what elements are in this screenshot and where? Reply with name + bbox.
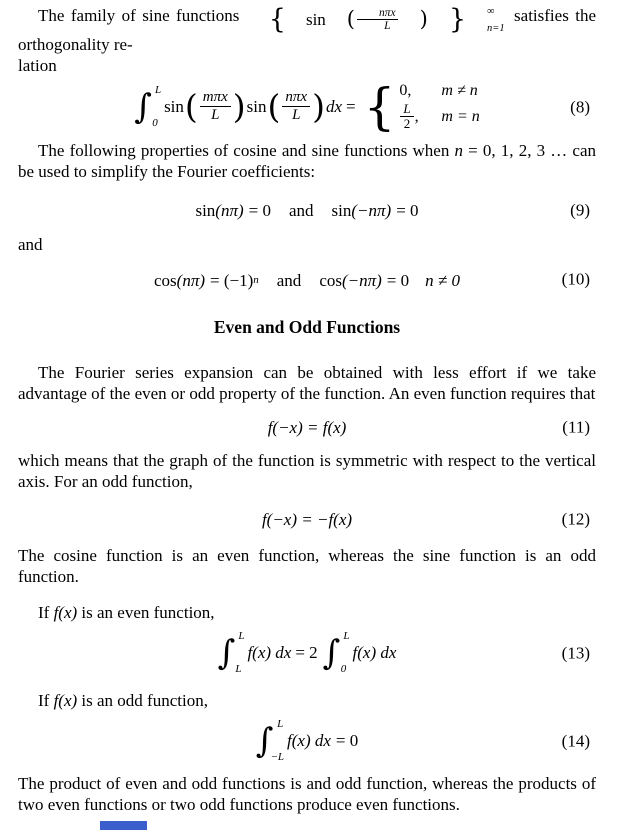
cos-operator: cos: [154, 270, 177, 290]
math-argument: (nπ): [215, 201, 244, 221]
equation-9-body: [195, 200, 418, 221]
exponent-n: n: [253, 273, 259, 286]
cos-operator: cos: [319, 270, 342, 290]
inline-fraction: [357, 7, 398, 33]
equation-12: [18, 507, 596, 530]
text-run: lation: [18, 55, 57, 75]
and-connector: and: [276, 270, 302, 290]
right-brace: }: [448, 4, 467, 35]
integral-sign: ∫: [322, 632, 341, 673]
equation-11: [18, 416, 596, 439]
text-run: The family of sine functions: [38, 6, 240, 25]
and-connector: and: [288, 201, 314, 221]
paragraph-if-even: [18, 602, 596, 623]
equals-zero: = 0: [396, 201, 419, 221]
fraction-numerator: L: [400, 102, 413, 117]
sin-operator: sin: [246, 97, 267, 116]
equation-12-body: f(−x) = −f(x): [261, 509, 353, 529]
integral-upper-limit: L: [238, 629, 245, 642]
equation-number: (9): [570, 200, 590, 220]
paragraph-symmetric: which means that the graph of the function is symmetric with respect to the vertical axis. For an odd function,: [18, 451, 596, 492]
text-run: can be used to simplify the Fourier coefficients:: [18, 140, 597, 181]
paragraph-products: The product of even and odd functions is and odd function, whereas the products of two even functions or two odd functions produce even functions.: [18, 773, 596, 814]
equation-13-body: [218, 631, 397, 675]
sin-operator: sin: [164, 97, 184, 116]
dx-differential: dx: [325, 97, 342, 116]
paragraph-intro: [18, 5, 596, 76]
sin-operator: sin: [305, 10, 326, 29]
equation-number: (10): [561, 269, 590, 289]
inline-math-sine-family: [249, 6, 505, 34]
fraction-npx-L: [282, 89, 310, 124]
sin-operator: sin: [331, 201, 352, 221]
integral-upper-limit: L: [154, 83, 162, 96]
integral-lower-limit: 0: [152, 116, 158, 129]
integrand: f(x) dx: [287, 731, 331, 751]
side-condition: n ≠ 0: [425, 270, 460, 290]
fraction-numerator: mπx: [200, 89, 231, 107]
footer-blue-marker: [100, 821, 147, 830]
case-value: 0,: [399, 82, 412, 99]
integral-upper-limit: L: [343, 629, 350, 642]
fraction-mpx-L: [200, 89, 231, 124]
integral-0-L: [134, 85, 161, 129]
equation-9: [18, 199, 596, 222]
integral-lower-limit: −L: [270, 750, 285, 763]
integral-upper-limit: L: [277, 717, 284, 730]
fraction-denominator: L: [384, 20, 391, 32]
integral-0-L: [323, 631, 350, 675]
equation-number: (12): [561, 509, 590, 529]
equals-expression: = (−1): [210, 270, 254, 290]
equals-zero: = 0: [386, 270, 410, 290]
left-paren: (: [267, 87, 281, 126]
math-var-n: n: [454, 140, 463, 160]
math-argument: (nπ): [176, 270, 206, 290]
limits-supsub: [467, 6, 505, 34]
fraction-denominator: L: [292, 107, 301, 123]
fraction-denominator: 2: [403, 116, 411, 131]
equals-zero: = 0: [248, 201, 271, 221]
equation-number: (11): [562, 417, 590, 437]
math-argument: (−nπ): [341, 270, 382, 290]
integral-lower-limit: L: [235, 662, 242, 675]
integral-L-L: [218, 631, 245, 675]
right-paren: ): [419, 7, 428, 31]
equals-two: = 2: [295, 643, 318, 663]
fraction-numerator: nπx: [282, 89, 310, 107]
math-argument: (−nπ): [351, 201, 392, 221]
left-paren: (: [346, 7, 355, 31]
paragraph-and: [18, 234, 596, 255]
text-run: and: [18, 235, 43, 255]
equation-8-body: [134, 77, 480, 136]
text-run: The following properties of cosine and sine functions when: [38, 140, 450, 160]
fraction-denominator: L: [211, 107, 220, 123]
integral-sign: ∫: [134, 86, 152, 127]
paragraph-if-odd: [18, 690, 596, 711]
text-run: is an even function,: [81, 602, 215, 622]
right-paren: ): [312, 87, 325, 126]
left-brace: {: [268, 4, 286, 35]
fraction-numerator: nπx: [357, 7, 398, 21]
equals-zero: = 0: [335, 731, 359, 751]
cases-block: [399, 82, 479, 131]
case-condition: m ≠ n: [441, 82, 478, 99]
equals-sign: =: [346, 97, 356, 116]
integral-lower-limit: 0: [340, 662, 347, 675]
section-heading: Even and Odd Functions: [213, 316, 401, 337]
equation-number: (14): [561, 731, 590, 751]
cases-brace: {: [363, 77, 396, 136]
integrand: f(x) dx: [247, 643, 292, 663]
subscript-n1: n=1: [487, 22, 505, 34]
paragraph-cosine-even: The cosine function is an even function, whereas the sine function is an odd function.: [18, 545, 596, 586]
superscript-infinity: ∞: [487, 5, 495, 17]
equation-8: [18, 77, 596, 136]
equation-14-body: [256, 719, 359, 763]
equation-number: (13): [561, 643, 590, 663]
text-run: If: [38, 690, 50, 710]
case-condition: m = n: [441, 107, 480, 125]
integrand: f(x) dx: [352, 643, 397, 663]
text-run: = 0, 1, 2, 3 …: [468, 140, 568, 160]
left-paren: (: [184, 87, 198, 126]
equation-10: [18, 268, 596, 291]
equation-number: (8): [570, 97, 590, 116]
integral-negL-L: [256, 719, 284, 763]
case-row: [399, 102, 479, 131]
math-fx: f(x): [53, 602, 78, 622]
equation-14: [18, 719, 596, 763]
text-run: If: [38, 602, 50, 622]
equation-13: [18, 631, 596, 675]
fraction-L-2: [400, 102, 413, 131]
case-row: [399, 82, 479, 100]
text-run: is an odd function,: [81, 690, 208, 710]
sin-operator: sin: [195, 201, 216, 221]
paragraph-properties: [18, 140, 596, 182]
right-paren: ): [232, 87, 246, 126]
text-run: satisfies the orthogonality re-: [18, 6, 597, 54]
paragraph-fourier-expansion: The Fourier series expansion can be obtained with less effort if we take advantage of the even or odd property of the function. An even function requires that: [18, 362, 596, 403]
integral-sign: ∫: [217, 632, 236, 673]
integral-sign: ∫: [255, 720, 274, 761]
comma: ,: [414, 107, 419, 125]
equation-10-body: [154, 270, 460, 291]
equation-11-body: f(−x) = f(x): [267, 418, 347, 438]
math-fx: f(x): [53, 690, 78, 710]
